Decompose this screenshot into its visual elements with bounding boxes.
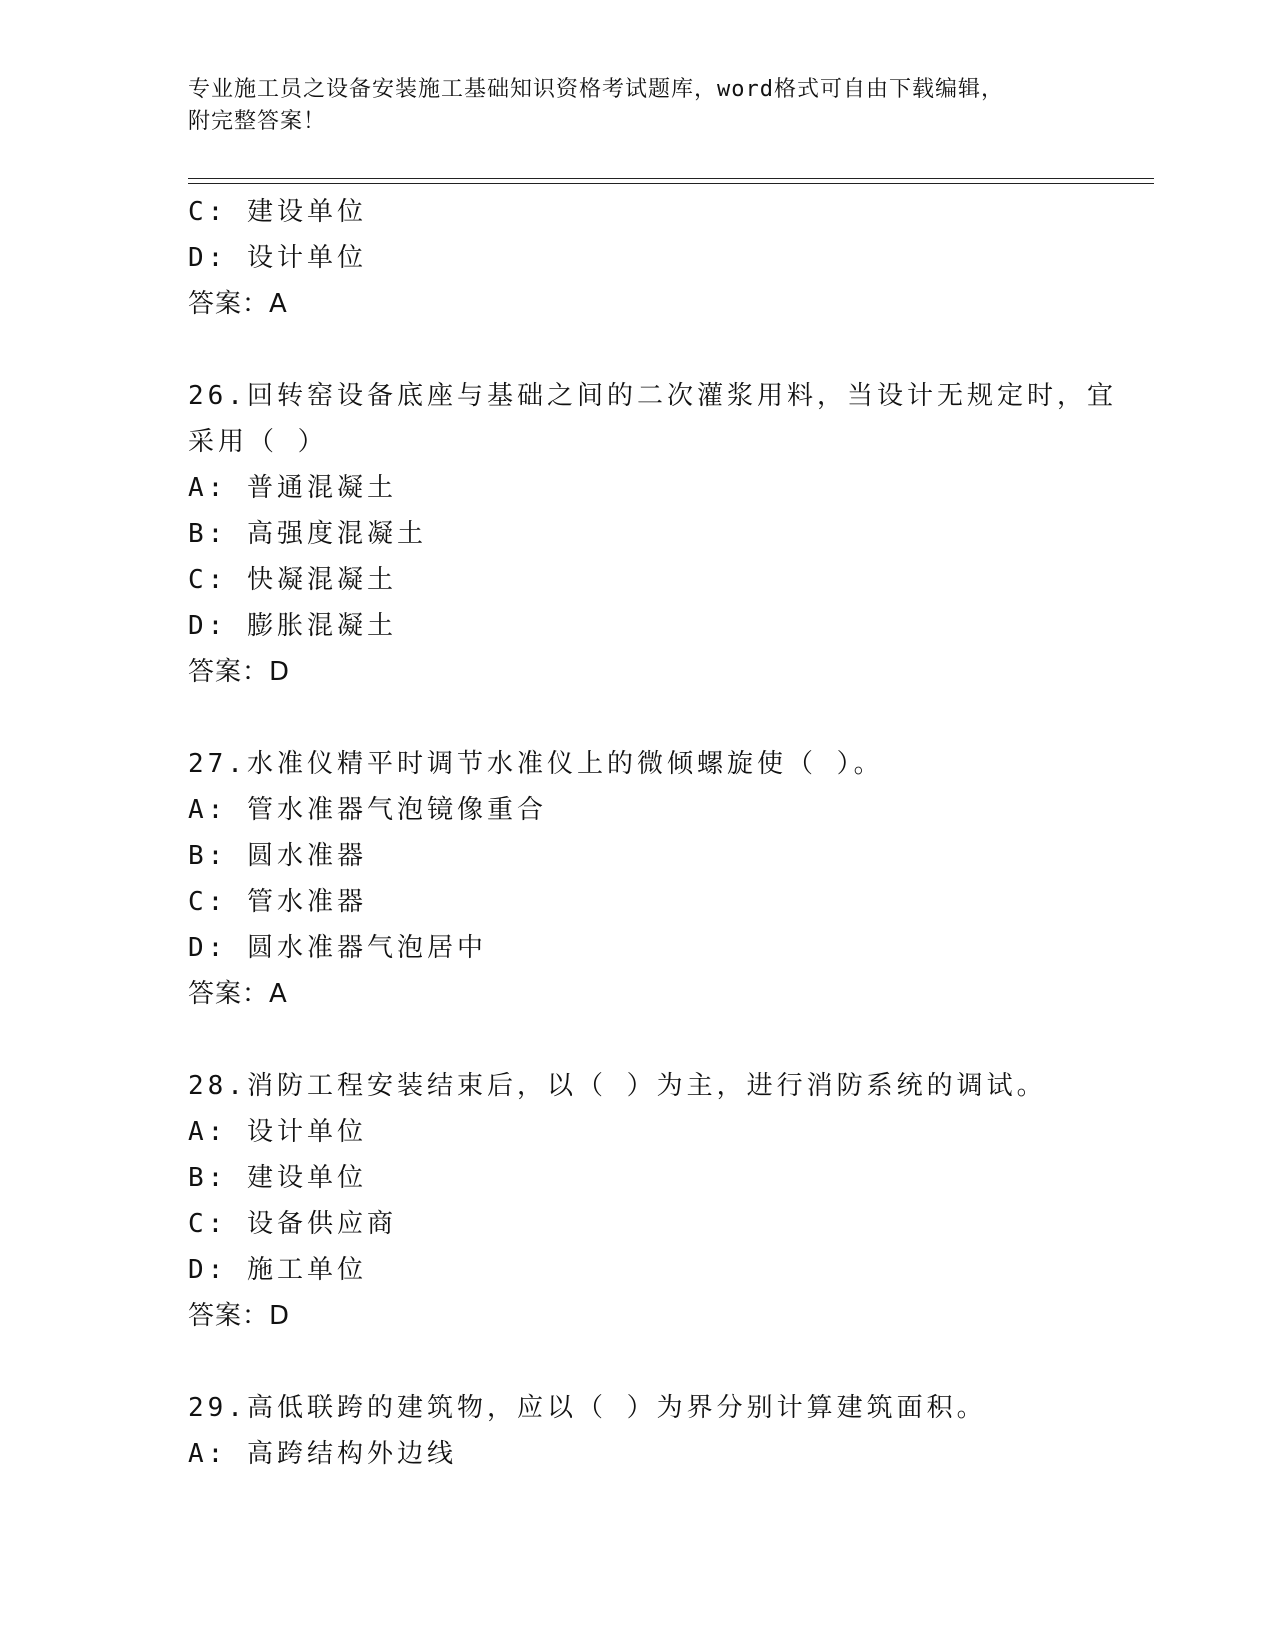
document-header [188, 74, 1068, 138]
option-c: C: 管水准器 [188, 887, 367, 917]
question-stem-line: 26.回转窑设备底座与基础之间的二次灌浆用料，当设计无规定时，宜 [188, 381, 1117, 411]
header-divider-top [188, 178, 1154, 179]
question-stem-line: 采用（ ） [188, 427, 328, 457]
option-d: D: 圆水准器气泡居中 [188, 933, 487, 963]
option-a: A: 普通混凝土 [188, 473, 397, 503]
answer-line: 答案：D [188, 1301, 291, 1331]
option-c: C: 设备供应商 [188, 1209, 397, 1239]
option-a: A: 设计单位 [188, 1117, 367, 1147]
option-d: D: 设计单位 [188, 243, 367, 273]
option-b: B: 高强度混凝土 [188, 519, 427, 549]
option-a: A: 高跨结构外边线 [188, 1439, 457, 1469]
header-line-2: 附完整答案！ [188, 109, 327, 134]
header-line-1: 专业施工员之设备安装施工基础知识资格考试题库，word格式可自由下载编辑， [188, 77, 1004, 102]
option-d: D: 施工单位 [188, 1255, 367, 1285]
option-b: B: 建设单位 [188, 1163, 367, 1193]
header-divider-bottom [188, 183, 1154, 184]
question-stem-line: 29.高低联跨的建筑物，应以（ ）为界分别计算建筑面积。 [188, 1393, 987, 1423]
option-a: A: 管水准器气泡镜像重合 [188, 795, 547, 825]
answer-line: 答案：D [188, 657, 291, 687]
option-c: C: 快凝混凝土 [188, 565, 397, 595]
answer-line: 答案：A [188, 979, 288, 1009]
question-27 [188, 741, 1154, 1017]
question-26 [188, 373, 1154, 695]
option-c: C: 建设单位 [188, 197, 367, 227]
question-list [188, 189, 1154, 1477]
question-28 [188, 1063, 1154, 1339]
question-stem-line: 28.消防工程安装结束后，以（ ）为主，进行消防系统的调试。 [188, 1071, 1047, 1101]
question-25-continued [188, 189, 1154, 327]
option-d: D: 膨胀混凝土 [188, 611, 397, 641]
option-b: B: 圆水准器 [188, 841, 367, 871]
answer-line: 答案：A [188, 289, 288, 319]
question-29 [188, 1385, 1154, 1477]
question-stem-line: 27.水准仪精平时调节水准仪上的微倾螺旋使（ ）。 [188, 749, 884, 779]
